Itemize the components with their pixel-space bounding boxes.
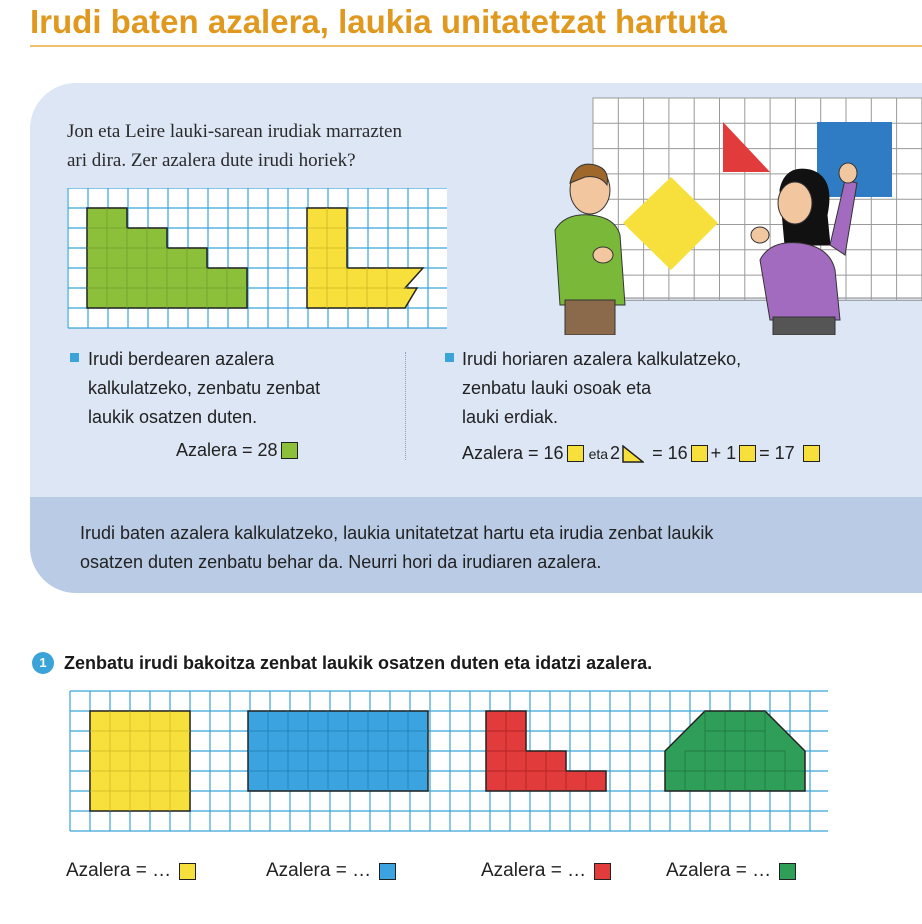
rule-line-2: osatzen duten zenbatu behar da. Neurri hori da irudiaren azalera. [80, 552, 602, 572]
answer-yellow[interactable] [66, 860, 199, 882]
bullet-marker-green [70, 353, 79, 362]
page-title: Irudi baten azalera, laukia unitatetzat hartuta [30, 3, 727, 40]
classroom-illustration [545, 95, 922, 335]
yellow-eq-part-5: + 1 [710, 443, 737, 463]
yellow-unit-square-icon-4 [803, 445, 820, 462]
yellow-method-line-2: zenbatu lauki osoak eta [462, 378, 652, 398]
yellow-method-line-3: lauki erdiak. [462, 407, 559, 427]
green-unit-square-icon [281, 442, 298, 459]
exercise-instruction [32, 652, 652, 674]
bullet-marker-yellow [445, 353, 454, 362]
yellow-eq-part-3: 2 [610, 443, 621, 463]
intro-line-1: Jon eta Leire lauki-sarean irudiak marrazten [67, 121, 402, 142]
exercise-instruction-text: Zenbatu irudi bakoitza zenbat laukik osatzen duten eta idatzi azalera. [64, 652, 653, 673]
blue-unit-square-icon [379, 863, 396, 880]
red-unit-square-icon [594, 863, 611, 880]
green-method-text [88, 345, 320, 432]
column-divider [405, 352, 406, 460]
yellow-eq-part-2: eta [588, 445, 609, 462]
yellow-eq-part-6: = 17 [759, 443, 795, 463]
answer-green[interactable] [666, 860, 799, 882]
green-method-line-2: kalkulatzeko, zenbatu zenbat [88, 378, 321, 398]
answer-blue-label: Azalera = … [266, 860, 372, 881]
rule-line-1: Irudi baten azalera kalkulatzeko, laukia unitatetzat hartu eta irudia zenbat laukik [80, 523, 714, 543]
exercise-number-badge: 1 [32, 652, 54, 674]
intro-text [67, 117, 527, 175]
answer-red-label: Azalera = … [481, 860, 587, 881]
title-underline [30, 45, 922, 47]
answer-green-label: Azalera = … [666, 860, 772, 881]
yellow-unit-square-icon [567, 445, 584, 462]
answer-red[interactable] [481, 860, 614, 882]
yellow-square-figure [90, 711, 190, 811]
yellow-unit-square-icon-3 [739, 445, 756, 462]
yellow-area-equation [462, 443, 823, 464]
green-area-value: Azalera = 28 [176, 440, 278, 460]
yellow-method-line-1: Irudi horiaren azalera kalkulatzeko, [462, 349, 742, 369]
green-area-equation [176, 440, 301, 461]
rule-text [80, 519, 860, 577]
answer-yellow-label: Azalera = … [66, 860, 172, 881]
green-method-line-3: laukik osatzen duten. [88, 407, 258, 427]
yellow-eq-part-1: Azalera = 16 [462, 443, 564, 463]
green-unit-square-icon-2 [779, 863, 796, 880]
yellow-unit-square-icon-5 [179, 863, 196, 880]
yellow-half-square-icon [622, 445, 644, 463]
yellow-method-text [462, 345, 741, 432]
green-method-line-1: Irudi berdearen azalera [88, 349, 275, 369]
exercise-grid [68, 690, 828, 835]
intro-line-2: ari dira. Zer azalera dute irudi horiek? [67, 150, 356, 171]
answer-blue[interactable] [266, 860, 399, 882]
example-grid [67, 188, 447, 332]
yellow-unit-square-icon-2 [691, 445, 708, 462]
yellow-eq-part-4: = 16 [652, 443, 688, 463]
